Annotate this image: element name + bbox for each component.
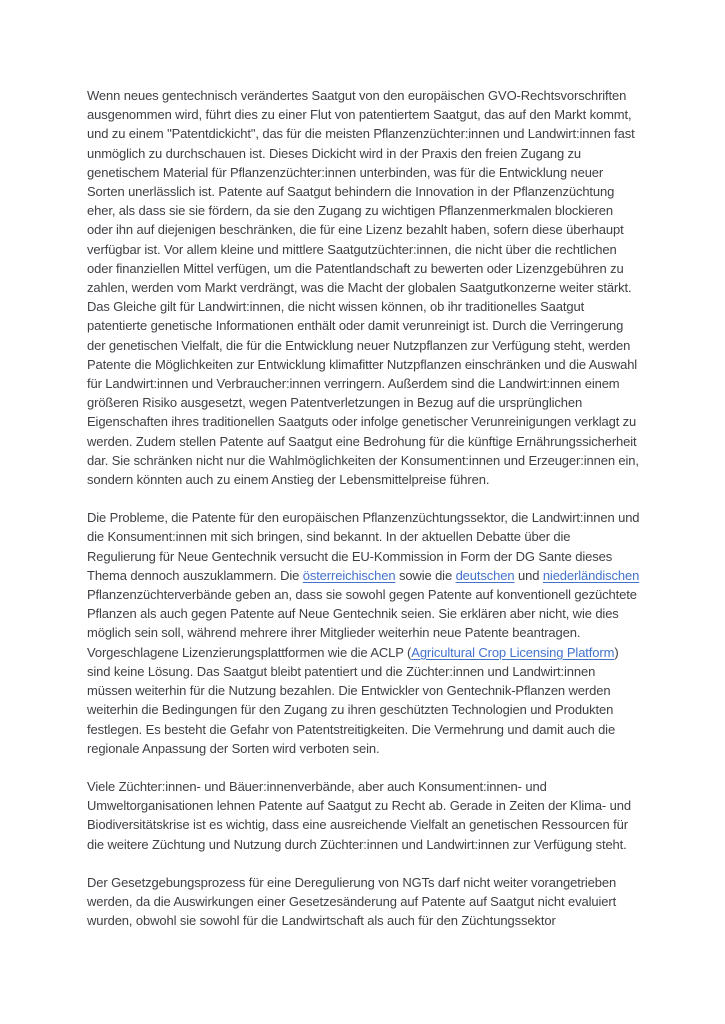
text-run: sowie die	[395, 567, 456, 583]
paragraph-4	[87, 873, 641, 931]
paragraph-2	[87, 508, 641, 758]
paragraph-3	[87, 777, 641, 854]
paragraph-1	[87, 86, 641, 489]
text-link-oesterreichischen[interactable]: österreichischen	[302, 567, 396, 583]
document-body	[87, 86, 641, 949]
text-run: Pflanzenzüchterverbände geben an, dass sie sowohl gegen Patente auf konventionell gezüchtete Pflanzen als auch gegen Patente auf Neue Gentechnik seien. Sie erklären aber nicht, wie dies möglich sein soll, während mehrere ihrer Mitglieder weiterhin neue Patente beantragen. Vorgeschlagene Lizenzierungsplattformen wie die ACLP (	[87, 587, 637, 660]
text-run: Die Probleme, die Patente für den europäischen Pflanzenzüchtungssektor, die Landwirt:innen und die Konsument:innen mit sich bringen, sind bekannt. In der aktuellen Debatte über die Regulierung für Neue Gentechnik versucht die EU-Kommission in Form der DG Sante dieses Thema dennoch auszuklammern. Die	[87, 510, 640, 583]
text-run: Der Gesetzgebungsprozess für eine Deregulierung von NGTs darf nicht weiter vorangetrieben werden, da die Auswirkungen einer Gesetzesänderung auf Patente auf Saatgut nicht evaluiert wurden, obwohl sie sowohl für die Landwirtschaft als auch für den Züchtungssektor	[87, 874, 617, 929]
text-link-deutschen[interactable]: deutschen	[455, 567, 515, 583]
text-run: und	[514, 567, 543, 583]
text-link-niederlaendischen[interactable]: niederländischen	[542, 567, 640, 583]
text-link-agricultural-crop-licensing-platform[interactable]: Agricultural Crop Licensing Platform	[411, 644, 615, 660]
text-run: ) sind keine Lösung. Das Saatgut bleibt patentiert und die Züchter:innen und Landwirt:innen müssen weiterhin für die Nutzung bezahlen. Die Entwickler von Gentechnik-Pflanzen werden weiterhin die Bedingungen für den Zugang zu ihren geschützten Technologien und Produkten festlegen. Es besteht die Gefahr von Patentstreitigkeiten. Die Vermehrung und damit auch die regionale Anpassung der Sorten wird verboten sein.	[87, 644, 619, 756]
text-run: Viele Züchter:innen- und Bäuer:innenverbände, aber auch Konsument:innen- und Umweltorganisationen lehnen Patente auf Saatgut zu Recht ab. Gerade in Zeiten der Klima- und Biodiversitätskrise ist es wichtig, dass eine ausreichende Vielfalt an genetischen Ressourcen für die weitere Züchtung und Nutzung durch Züchter:innen und Landwirt:innen zur Verfügung steht.	[87, 778, 631, 852]
text-run: Wenn neues gentechnisch verändertes Saatgut von den europäischen GVO-Rechtsvorschriften ausgenommen wird, führt dies zu einer Flut von patentiertem Saatgut, das auf den Markt kommt, und zu einem "Patentdickicht", das für die meisten Pflanzenzüchter:innen und Landwirt:innen fast unmöglich zu durchschauen ist. Dieses Dickicht wird in der Praxis den freien Zugang zu genetischem Material für Pflanzenzüchter:innen unterbinden, was für die Entwicklung neuer Sorten unerlässlich ist. Patente auf Saatgut behindern die Innovation in der Pflanzenzüchtung eher, als dass sie sie fördern, da sie den Zugang zu wichtigen Pflanzenmerkmalen blockieren oder ihn auf diejenigen beschränken, die für eine Lizenz bezahlt haben, sofern diese überhaupt verfügbar ist. Vor allem kleine und mittlere Saatgutzüchter:innen, die nicht über die rechtlichen oder finanziellen Mittel verfügen, um die Patentlandschaft zu bewerten oder Lizenzgebühren zu zahlen, werden vom Markt verdrängt, was die Macht der globalen Saatgutkonzerne weiter stärkt. Das Gleiche gilt für Landwirt:innen, die nicht wissen können, ob ihr traditionelles Saatgut patentierte genetische Informationen enthält oder damit verunreinigt ist. Durch die Verringerung der genetischen Vielfalt, die für die Entwicklung neuer Nutzpflanzen zur Verfügung steht, werden Patente die Möglichkeiten zur Entwicklung klimafitter Nutzpflanzen einschränken und die Auswahl für Landwirt:innen und Verbraucher:innen verringern. Außerdem sind die Landwirt:innen einem größeren Risiko ausgesetzt, wegen Patentverletzungen in Bezug auf die ursprünglichen Eigenschaften ihres traditionellen Saatguts oder infolge genetischer Verunreinigungen verklagt zu werden. Zudem stellen Patente auf Saatgut eine Bedrohung für die künftige Ernährungssicherheit dar. Sie schränken nicht nur die Wahlmöglichkeiten der Konsument:innen und Erzeuger:innen ein, sondern könnten auch zu einem Anstieg der Lebensmittelpreise führen.	[87, 88, 639, 488]
